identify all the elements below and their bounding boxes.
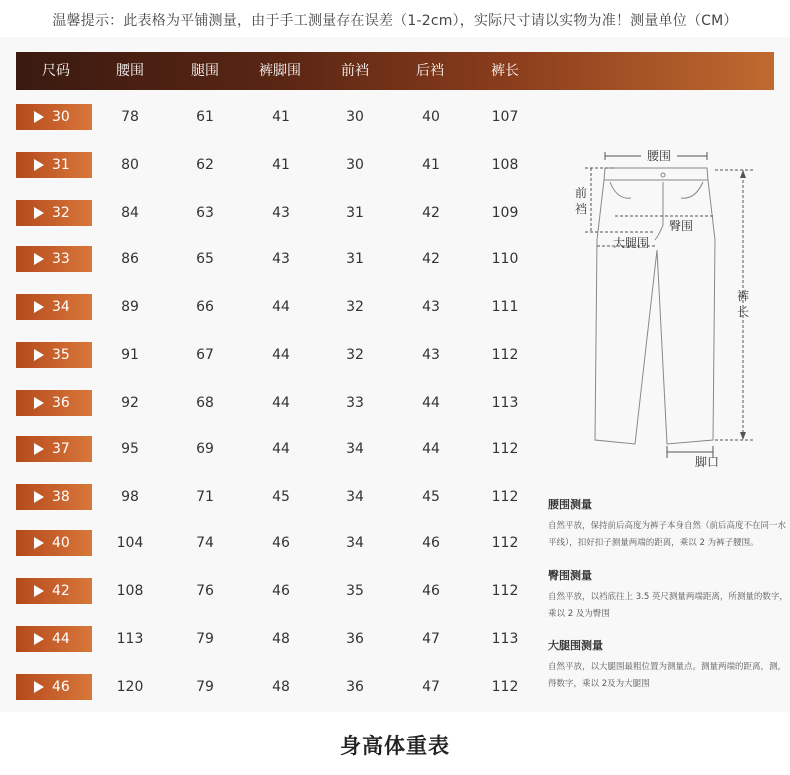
cell-waist: 78 [121, 109, 139, 125]
play-arrow-icon [34, 443, 44, 455]
waist-instruction [548, 496, 790, 552]
cell-thigh: 62 [196, 157, 214, 173]
table-row [0, 152, 540, 178]
cell-waist: 89 [121, 299, 139, 315]
cell-front-rise: 31 [346, 251, 364, 267]
cell-length: 107 [491, 109, 519, 125]
size-value: 35 [52, 347, 70, 363]
cell-hem: 45 [272, 489, 290, 505]
cell-length: 112 [491, 347, 519, 363]
cell-front-rise: 34 [346, 535, 364, 551]
cell-back-rise: 46 [422, 535, 440, 551]
hip-instruction-text: 自然平放，以裆底往上 3.5 英尺测量两端距离，所测量的数字，乘以 2 及为臀围 [548, 592, 788, 619]
cell-hem: 41 [272, 109, 290, 125]
table-row [0, 578, 540, 604]
cell-waist: 98 [121, 489, 139, 505]
size-value: 34 [52, 299, 70, 315]
cell-length: 112 [491, 441, 519, 457]
size-value: 32 [52, 205, 70, 221]
front-rise-label-2: 裆 [574, 202, 588, 216]
size-tag [16, 484, 92, 510]
size-value: 31 [52, 157, 70, 173]
cell-hem: 44 [272, 347, 290, 363]
cell-front-rise: 36 [346, 679, 364, 695]
size-tag [16, 246, 92, 272]
cell-thigh: 74 [196, 535, 214, 551]
cell-front-rise: 32 [346, 299, 364, 315]
cell-waist: 84 [121, 205, 139, 221]
cell-length: 113 [491, 395, 519, 411]
cell-thigh: 67 [196, 347, 214, 363]
cell-back-rise: 44 [422, 441, 440, 457]
thigh-instruction [548, 637, 790, 693]
header-length: 裤长 [491, 63, 519, 79]
cell-back-rise: 42 [422, 205, 440, 221]
cell-hem: 43 [272, 205, 290, 221]
play-arrow-icon [34, 585, 44, 597]
header-front-rise: 前裆 [341, 63, 369, 79]
cell-length: 113 [491, 631, 519, 647]
cell-thigh: 76 [196, 583, 214, 599]
cell-back-rise: 47 [422, 631, 440, 647]
size-tag [16, 200, 92, 226]
play-arrow-icon [34, 301, 44, 313]
size-tag [16, 104, 92, 130]
cell-waist: 91 [121, 347, 139, 363]
cell-front-rise: 34 [346, 489, 364, 505]
height-weight-table-title: 身高体重表 [340, 734, 450, 758]
cell-length: 112 [491, 489, 519, 505]
cell-front-rise: 30 [346, 109, 364, 125]
cell-back-rise: 40 [422, 109, 440, 125]
header-hem: 裤脚围 [259, 63, 301, 79]
waist-instruction-title: 腰围测量 [548, 498, 592, 511]
size-value: 42 [52, 583, 70, 599]
cell-hem: 48 [272, 679, 290, 695]
table-row [0, 626, 540, 652]
hip-label: 臀围 [668, 219, 694, 233]
cell-back-rise: 45 [422, 489, 440, 505]
cell-hem: 44 [272, 441, 290, 457]
cell-front-rise: 32 [346, 347, 364, 363]
cell-front-rise: 36 [346, 631, 364, 647]
play-arrow-icon [34, 491, 44, 503]
play-arrow-icon [34, 397, 44, 409]
front-rise-label-1: 前 [574, 186, 588, 200]
table-row [0, 104, 540, 130]
cell-hem: 43 [272, 251, 290, 267]
hip-instruction [548, 567, 790, 623]
cell-length: 112 [491, 583, 519, 599]
hip-instruction-title: 臀围测量 [548, 569, 592, 582]
size-value: 38 [52, 489, 70, 505]
thigh-instruction-title: 大腿围测量 [548, 639, 603, 652]
size-tag [16, 390, 92, 416]
cell-back-rise: 46 [422, 583, 440, 599]
cell-hem: 46 [272, 535, 290, 551]
cell-thigh: 71 [196, 489, 214, 505]
size-tag [16, 342, 92, 368]
play-arrow-icon [34, 111, 44, 123]
cell-waist: 104 [116, 535, 144, 551]
size-value: 40 [52, 535, 70, 551]
cell-length: 111 [491, 299, 519, 315]
cell-thigh: 65 [196, 251, 214, 267]
waist-instruction-text: 自然平放，保持前后高度为裤子本身自然（前后高度不在同一水平线），扣好扣子测量两端的距离，乘以 2 为裤子腰围。 [548, 521, 787, 548]
cell-back-rise: 41 [422, 157, 440, 173]
cell-front-rise: 33 [346, 395, 364, 411]
size-tag [16, 436, 92, 462]
cell-waist: 95 [121, 441, 139, 457]
cell-waist: 120 [116, 679, 144, 695]
table-row [0, 674, 540, 700]
cell-back-rise: 43 [422, 347, 440, 363]
size-tag [16, 294, 92, 320]
measurement-notice: 温馨提示：此表格为平铺测量，由于手工测量存在误差（1-2cm），实际尺寸请以实物为准！测量单位（CM） [52, 13, 738, 29]
header-size: 尺码 [42, 63, 70, 79]
waist-label: 腰围 [646, 149, 672, 163]
cell-back-rise: 43 [422, 299, 440, 315]
thigh-label: 大腿围 [612, 236, 650, 250]
cell-length: 112 [491, 535, 519, 551]
cell-waist: 113 [116, 631, 144, 647]
size-value: 30 [52, 109, 70, 125]
cell-thigh: 79 [196, 679, 214, 695]
cell-length: 109 [491, 205, 519, 221]
cell-thigh: 79 [196, 631, 214, 647]
header-waist: 腰围 [116, 63, 144, 79]
size-tag [16, 530, 92, 556]
thigh-instruction-text: 自然平放，以大腿围最粗位置为测量点。测量两端的距离，测，得数字，乘以 2及为大腿围 [548, 662, 787, 689]
table-row [0, 294, 540, 320]
size-tag [16, 578, 92, 604]
cell-hem: 41 [272, 157, 290, 173]
size-tag [16, 674, 92, 700]
table-row [0, 436, 540, 462]
cell-hem: 44 [272, 395, 290, 411]
cell-thigh: 66 [196, 299, 214, 315]
cell-waist: 92 [121, 395, 139, 411]
length-label-2: 长 [736, 305, 750, 319]
table-row [0, 246, 540, 272]
play-arrow-icon [34, 207, 44, 219]
play-arrow-icon [34, 537, 44, 549]
play-arrow-icon [34, 349, 44, 361]
cell-waist: 80 [121, 157, 139, 173]
play-arrow-icon [34, 681, 44, 693]
cell-front-rise: 31 [346, 205, 364, 221]
cell-thigh: 68 [196, 395, 214, 411]
cell-length: 112 [491, 679, 519, 695]
header-thigh: 腿围 [191, 63, 219, 79]
size-value: 37 [52, 441, 70, 457]
cell-thigh: 63 [196, 205, 214, 221]
cell-back-rise: 42 [422, 251, 440, 267]
size-value: 36 [52, 395, 70, 411]
cell-length: 108 [491, 157, 519, 173]
cell-waist: 86 [121, 251, 139, 267]
cell-back-rise: 47 [422, 679, 440, 695]
pants-measurement-diagram [555, 140, 790, 480]
cell-front-rise: 30 [346, 157, 364, 173]
table-row [0, 342, 540, 368]
hem-label: 脚口 [694, 455, 720, 469]
cell-hem: 48 [272, 631, 290, 647]
cell-back-rise: 44 [422, 395, 440, 411]
cell-hem: 44 [272, 299, 290, 315]
cell-hem: 46 [272, 583, 290, 599]
table-row [0, 200, 540, 226]
cell-thigh: 61 [196, 109, 214, 125]
size-value: 46 [52, 679, 70, 695]
play-arrow-icon [34, 159, 44, 171]
play-arrow-icon [34, 253, 44, 265]
cell-waist: 108 [116, 583, 144, 599]
size-tag [16, 626, 92, 652]
cell-front-rise: 34 [346, 441, 364, 457]
table-row [0, 390, 540, 416]
cell-length: 110 [491, 251, 519, 267]
size-value: 44 [52, 631, 70, 647]
size-value: 33 [52, 251, 70, 267]
table-row [0, 530, 540, 556]
table-header [16, 52, 774, 90]
table-row [0, 484, 540, 510]
play-arrow-icon [34, 633, 44, 645]
header-back-rise: 后裆 [416, 63, 444, 79]
cell-thigh: 69 [196, 441, 214, 457]
length-label-1: 裤 [736, 289, 750, 303]
size-tag [16, 152, 92, 178]
cell-front-rise: 35 [346, 583, 364, 599]
